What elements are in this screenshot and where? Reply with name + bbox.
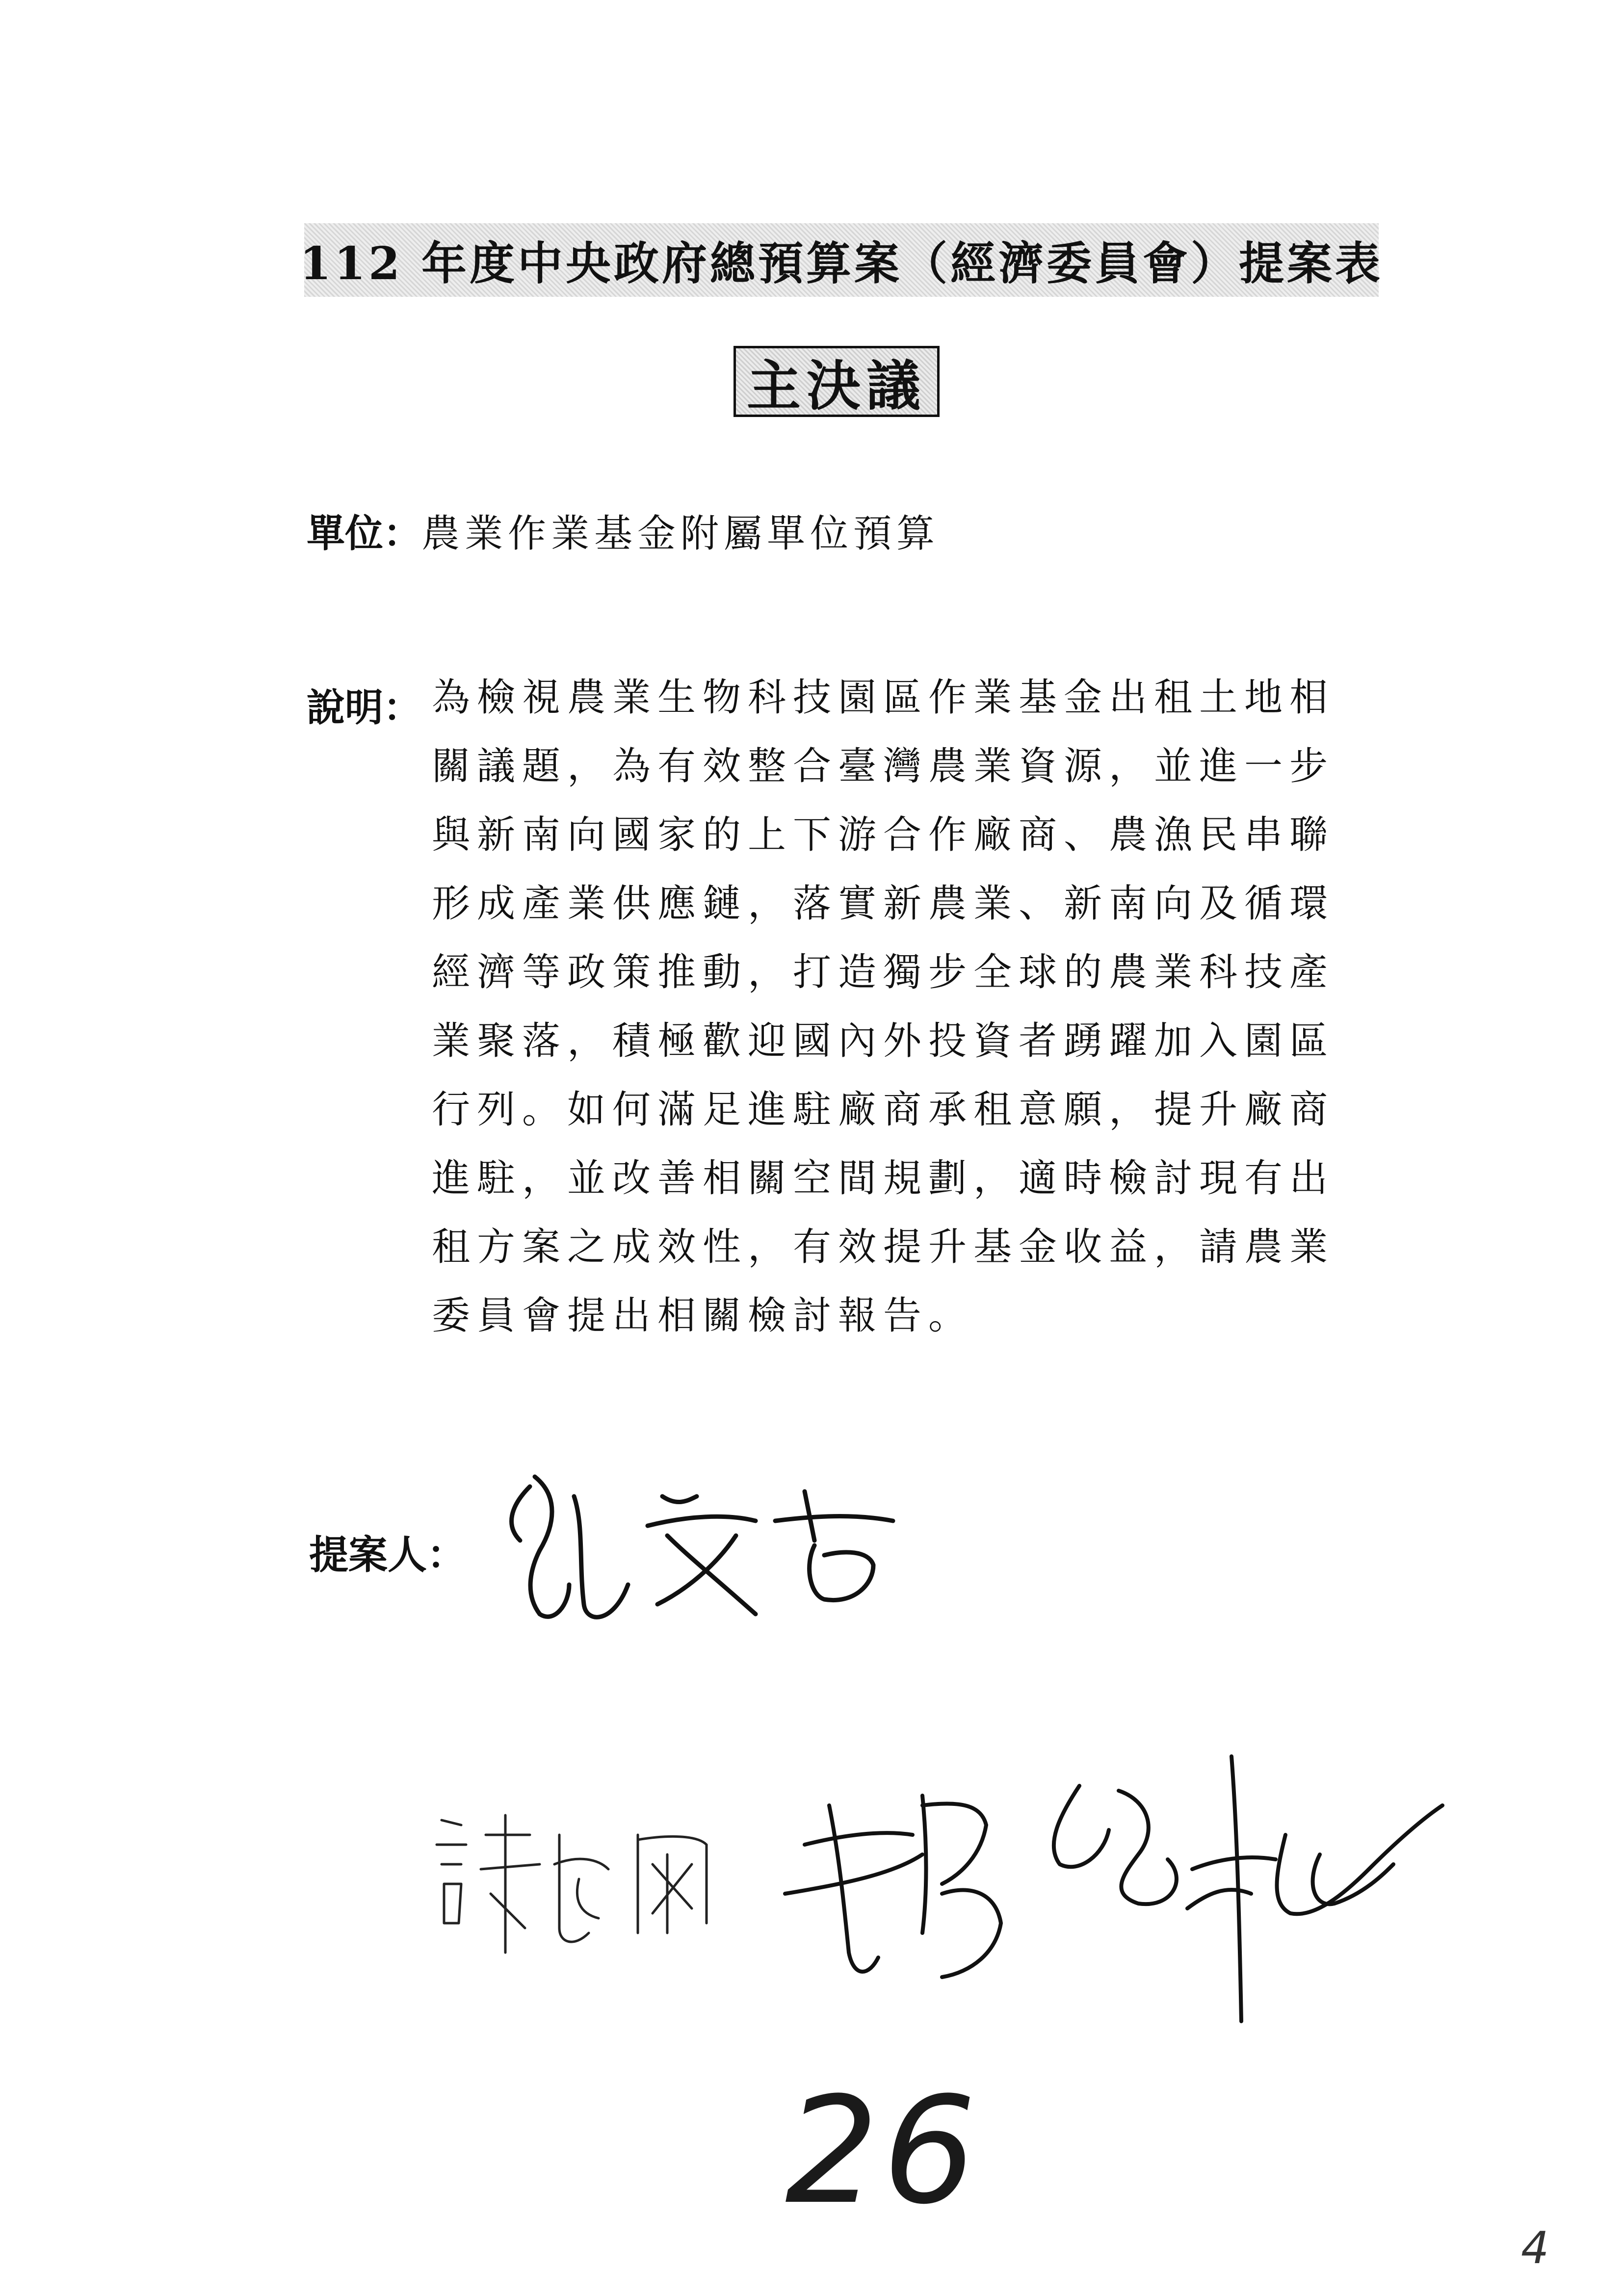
explanation-line: 委員會提出相關檢討報告。 [432,1294,974,1338]
explanation-line: 與新南向國家的上下游合作廠商、農漁民串聯 [432,813,1335,857]
page-number: 26 [785,2065,980,2237]
explanation-line: 行列。如何滿足進駐廠商承租意願，提升廠商 [432,1088,1335,1132]
explanation-line: 形成產業供應鏈，落實新農業、新南向及循環 [432,882,1335,926]
explanation-body [432,663,1335,1350]
explanation-line: 經濟等政策推動，打造獨步全球的農業科技產 [432,950,1335,994]
explanation-line: 關議題，為有效整合臺灣農業資源，並進一步 [432,744,1335,788]
unit-value: 農業作業基金附屬單位預算 [421,512,940,556]
form-title: 112 年度中央政府總預算案（經濟委員會）提案表 [299,237,1384,290]
cosigner-signature-1 [432,1805,814,1982]
explanation-line: 業聚落，積極歡迎國內外投資者踴躍加入園區 [432,1019,1335,1063]
explanation-line: 租方案之成效性，有效提升基金收益，請農業 [432,1225,1335,1269]
decision-type-box [733,346,940,417]
explanation-line: 進駐，並改善相關空間規劃，適時檢討現有出 [432,1156,1335,1200]
corner-mark: 4 [1521,2222,1549,2274]
explanation-label: 說明： [307,686,422,730]
proposer-signature [500,1467,942,1644]
form-title-band [299,223,1384,297]
explanation-line: 為檢視農業生物科技園區作業基金出租土地相 [432,676,1335,720]
unit-label: 單位： [307,512,422,556]
cosigner-signature-2 [765,1747,1452,2051]
decision-type: 主決議 [747,354,926,417]
proposer-label: 提案人： [309,1532,466,1578]
unit-row [307,503,940,558]
